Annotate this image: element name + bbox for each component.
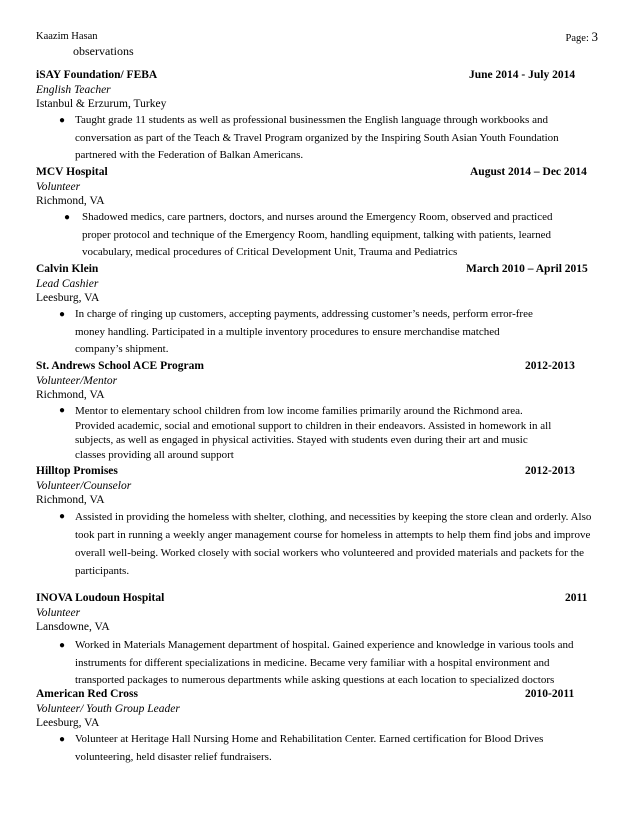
job-role: Volunteer/ Youth Group Leader — [36, 703, 180, 715]
bullet-list — [36, 112, 598, 165]
bullet-list — [36, 209, 598, 262]
bullet-icon: ● — [59, 511, 66, 522]
bullet-list — [36, 635, 598, 690]
experience-entry — [36, 68, 598, 165]
entry-dates: 2012-2013 — [525, 465, 575, 477]
bullet-text: Taught grade 11 students as well as professional businessmen the English language through workbooks and conversation as part of the Teach & Travel Program organized by the Inspiring South Asian Youth Foundation partnered with the Federation of Balkan Americans. — [75, 114, 559, 161]
entry-dates: June 2014 - July 2014 — [469, 69, 576, 81]
bullet-item — [36, 209, 560, 262]
bullet-icon: ● — [59, 115, 66, 126]
job-role: Volunteer — [36, 607, 81, 619]
organization-name: St. Andrews School ACE Program — [36, 360, 204, 372]
job-role: Volunteer — [36, 181, 81, 193]
page-number: 3 — [591, 29, 598, 44]
job-location: Richmond, VA — [36, 389, 105, 401]
experience-entry — [36, 464, 598, 580]
organization-name: iSAY Foundation/ FEBA — [36, 69, 158, 81]
entry-dates: 2012-2013 — [525, 360, 575, 372]
bullet-item — [36, 731, 590, 766]
bullet-text: In charge of ringing up customers, accepting payments, addressing customer’s needs, perform error-free money handling. Participated in a multiple inventory procedures to ensure merchandise matched company’s shipment. — [75, 308, 533, 355]
job-location: Leesburg, VA — [36, 717, 100, 729]
bullet-item — [36, 635, 598, 690]
continuation-text: observations — [73, 44, 134, 58]
bullet-item — [36, 403, 555, 462]
bullet-item — [36, 306, 545, 359]
entry-dates: 2011 — [565, 592, 588, 604]
job-role: Lead Cashier — [36, 278, 99, 290]
job-location: Lansdowne, VA — [36, 621, 110, 633]
experience-entry — [36, 359, 598, 462]
experience-entry — [36, 687, 598, 766]
organization-name: Hilltop Promises — [36, 465, 118, 477]
bullet-icon: ● — [59, 734, 66, 745]
bullet-icon: ● — [59, 640, 66, 651]
bullet-text: Assisted in providing the homeless with shelter, clothing, and necessities by keeping the store clean and orderly. Also took part in running a weekly anger management course for homeless in attempts to help them find jobs and improve overall well-being. Worked closely with social workers who volunteered and provided materials and packets for the participants. — [75, 511, 592, 577]
bullet-icon: ● — [59, 309, 66, 320]
job-role: Volunteer/Counselor — [36, 480, 132, 492]
job-location: Richmond, VA — [36, 494, 105, 506]
job-role: Volunteer/Mentor — [36, 375, 118, 387]
bullet-item — [36, 508, 598, 580]
organization-name: MCV Hospital — [36, 166, 108, 178]
organization-name: Calvin Klein — [36, 263, 99, 275]
bullet-icon: ● — [59, 405, 66, 416]
bullet-text: Volunteer at Heritage Hall Nursing Home and Rehabilitation Center. Earned certification for Blood Drives volunteering, held disaster relief fundraisers. — [75, 733, 544, 763]
bullet-list — [36, 306, 598, 359]
bullet-icon: ● — [64, 212, 71, 223]
experience-entry — [36, 262, 598, 359]
job-location: Istanbul & Erzurum, Turkey — [36, 98, 167, 110]
entry-dates: March 2010 – April 2015 — [466, 263, 588, 275]
bullet-text: Shadowed medics, care partners, doctors, and nurses around the Emergency Room, observed and practiced proper protocol and technique of the Emergency Room, handling equipment, talking with patients, learned vocabulary, medical procedures of Critical Development Unit, Trauma and Pediatrics — [82, 211, 553, 258]
entry-dates: 2010-2011 — [525, 688, 575, 700]
page-header-number — [566, 29, 598, 45]
page-label: Page: — [565, 33, 589, 44]
bullet-text: Worked in Materials Management department of hospital. Gained experience and knowledge in various tools and instruments for different specializations in medicine. Became very familiar with a hospital environment and transported packages to numerous departments while asking questions at each location to specialized doctors — [75, 639, 574, 686]
bullet-list — [36, 508, 598, 580]
organization-name: INOVA Loudoun Hospital — [36, 592, 165, 604]
bullet-item — [36, 112, 567, 165]
bullet-list — [36, 731, 598, 766]
entry-dates: August 2014 – Dec 2014 — [470, 166, 587, 178]
bullet-list — [36, 403, 598, 462]
bullet-text: Mentor to elementary school children from low income families primarily around the Richmond area. Provided academic, social and emotional support to children in their endeavors. Assisted in homework in all subjects, as well as engaged in physical activities. Stayed with students even during their art and music classes providing all around support — [75, 405, 552, 461]
page-header-name: Kaazim Hasan — [36, 31, 98, 42]
organization-name: American Red Cross — [36, 688, 138, 700]
job-role: English Teacher — [36, 84, 111, 96]
job-location: Leesburg, VA — [36, 292, 100, 304]
job-location: Richmond, VA — [36, 195, 105, 207]
experience-entry — [36, 591, 598, 690]
experience-entry — [36, 165, 598, 262]
